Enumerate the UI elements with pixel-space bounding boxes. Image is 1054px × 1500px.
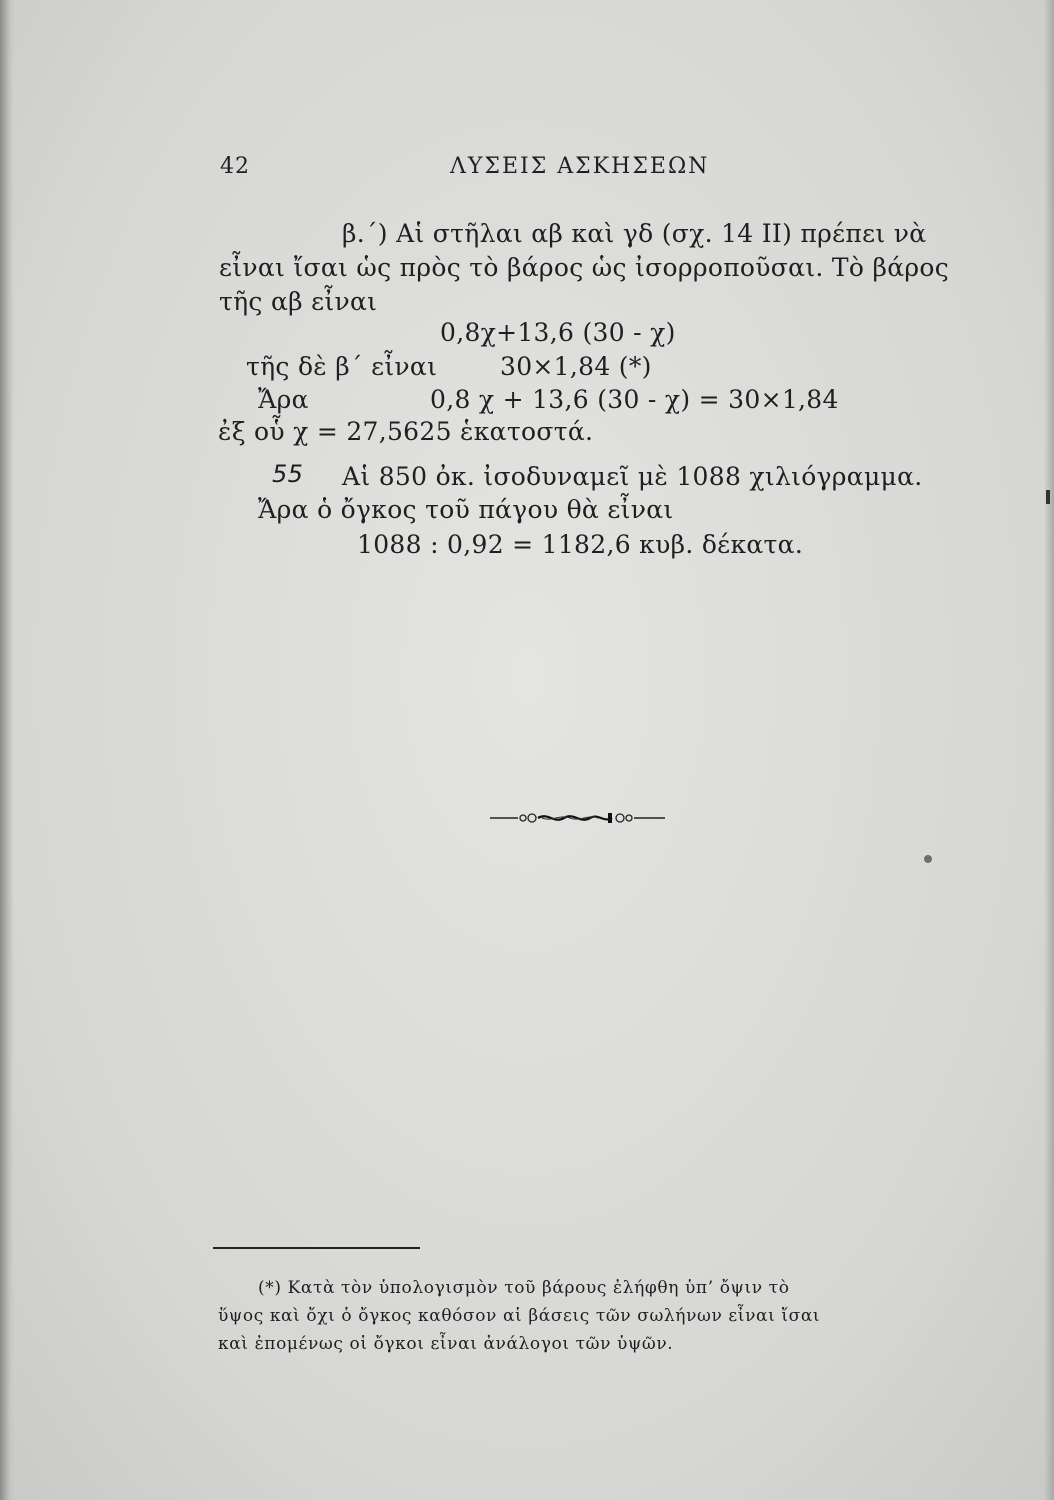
page-binding-shadow [0, 0, 14, 1500]
body-line-gd-label: τῆς δὲ β΄ εἶναι [246, 352, 438, 381]
exercise-55-line-2: Ἄρα ὁ ὄγκος τοῦ πάγου θὰ εἶναι [258, 495, 674, 524]
equation-weight-ab: 0,8χ+13,6 (30 - χ) [440, 318, 676, 347]
footnote-divider [213, 1247, 420, 1249]
exercise-number: 55 [272, 460, 304, 488]
body-line-ara: Ἄρα [258, 385, 309, 414]
ink-spot [924, 855, 932, 863]
equation-balance: 0,8 χ + 13,6 (30 - χ) = 30×1,84 [430, 385, 839, 414]
exercise-55-line-3: 1088 : 0,92 = 1182,6 κυβ. δέκατα. [357, 530, 804, 559]
decorative-flourish-icon [490, 810, 665, 826]
footnote-line-3: καὶ ἐπομένως οἱ ὄγκοι εἶναι ἀνάλογοι τῶν ὑψῶν. [218, 1334, 674, 1354]
footnote-line-2: ὕψος καὶ ὄχι ὁ ὄγκος καθόσον αἱ βάσεις τῶν σωλήνων εἶναι ἴσαι [218, 1306, 821, 1326]
page-edge-shadow [1044, 0, 1054, 1500]
result-line: ἐξ οὗ χ = 27,5625 ἑκατοστά. [218, 417, 594, 446]
exercise-55-line-1: Αἱ 850 ὀκ. ἰσοδυναμεῖ μὲ 1088 χιλιόγραμμα. [342, 462, 923, 491]
footnote-line-1: (*) Κατὰ τὸν ὑπολογισμὸν τοῦ βάρους ἐλήφθη ὑπ’ ὄψιν τὸ [258, 1278, 790, 1298]
page-number: 42 [220, 154, 250, 179]
page-edge-mark [1046, 490, 1050, 504]
equation-weight-gd: 30×1,84 (*) [500, 352, 652, 381]
body-line-2: εἶναι ἴσαι ὡς πρὸς τὸ βάρος ὡς ἰσορροποῦσαι. Τὸ βάρος [219, 253, 950, 282]
body-line-1: β.΄) Αἱ στῆλαι αβ καὶ γδ (σχ. 14 ΙΙ) πρέπει νὰ [342, 219, 927, 248]
running-title: ΛΥΣΕΙΣ ΑΣΚΗΣΕΩΝ [450, 154, 710, 179]
body-line-3: τῆς αβ εἶναι [219, 287, 378, 316]
